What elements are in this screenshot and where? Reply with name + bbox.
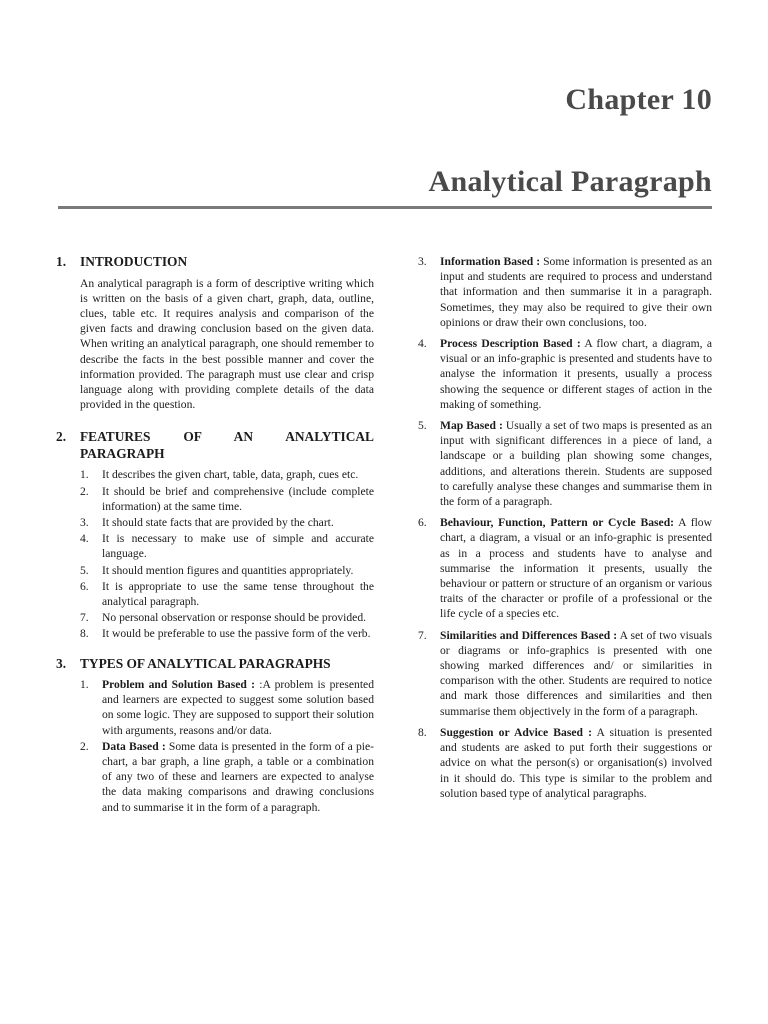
item-text <box>102 739 374 815</box>
item-number: 8. <box>80 627 89 641</box>
introduction-paragraph: An analytical paragraph is a form of descriptive writing which is written on the basis of a given chart, graph, data, outline, clues, table etc. It requires analysis and comparison of the given facts and drawing conclusion based on the given data. When writing an analytical paragraph, one should remember to describe the facts in the best possible manner and cover the information provided. The paragraph must use clear and crisp language along with providing complete details of the data provided in the question. <box>80 276 374 412</box>
item-body: Some data is presented in the form of a pie-chart, a bar graph, a line graph, a table or a combination of any two of these and learners are expected to analyse the data making comparisons and drawing conclusions and to summarise it in the form of a paragraph. <box>102 739 374 814</box>
section-title-line: PARAGRAPH <box>80 445 165 461</box>
list-item <box>418 628 712 719</box>
list-item <box>80 515 374 530</box>
left-column <box>56 254 374 816</box>
item-text: It would be preferable to use the passive form of the verb. <box>102 627 371 641</box>
item-text <box>440 725 712 801</box>
list-item <box>418 254 712 330</box>
list-item <box>80 626 374 641</box>
list-item <box>80 484 374 514</box>
types-list-continued <box>418 254 712 801</box>
item-number: 6. <box>80 579 89 593</box>
section-heading-types <box>56 656 374 673</box>
item-number: 1. <box>80 678 89 692</box>
item-text: It is appropriate to use the same tense throughout the analytical paragraph. <box>102 579 374 608</box>
item-title: Problem and Solution Based : <box>102 678 255 692</box>
item-title: Map Based : <box>440 419 503 433</box>
item-title: Process Description Based : <box>440 337 581 351</box>
item-number: 2. <box>80 739 89 753</box>
item-body: A flow chart, a diagram, a visual or an info-graphic is presented as in a process and students have to analyse and summarise the information it presents, usually the behaviour or pattern or structure of an organism or various traits of the character or profile of a professional or the life cycle of a species etc. <box>440 516 712 621</box>
item-text <box>440 336 712 412</box>
section-number: 1. <box>56 254 67 269</box>
features-list <box>80 467 374 641</box>
item-text: It should state facts that are provided by the chart. <box>102 515 334 529</box>
item-text <box>440 254 712 330</box>
item-number: 7. <box>80 611 89 625</box>
list-item <box>418 418 712 509</box>
item-title: Information Based : <box>440 255 541 268</box>
list-item <box>80 579 374 609</box>
section-title: TYPES OF ANALYTICAL PARAGRAPHS <box>80 655 331 671</box>
item-title: Similarities and Differences Based : <box>440 628 618 642</box>
item-text: It should mention figures and quantities appropriately. <box>102 563 354 577</box>
item-body: :A problem is presented and learners are expected to suggest some solution based on some logic. They are supposed to support their solution with arguments, reasons and/or data. <box>102 678 374 737</box>
item-text: No personal observation or response should be provided. <box>102 611 367 625</box>
item-body: A situation is presented and students are asked to put forth their suggestions or advice on what the person(s) or organisation(s) involved in it should do. This type is similar to the problem and solution based type of analytical paragraphs. <box>440 725 712 800</box>
list-item <box>80 677 374 738</box>
item-title: Suggestion or Advice Based : <box>440 725 592 739</box>
section-number: 3. <box>56 655 67 671</box>
section-title-line: FEATURES OF AN ANALYTICAL <box>80 429 374 445</box>
list-item <box>418 515 712 621</box>
item-title: Behaviour, Function, Pattern or Cycle Based: <box>440 516 675 530</box>
list-item <box>80 610 374 625</box>
list-item <box>80 739 374 815</box>
item-number: 5. <box>418 419 427 433</box>
item-number: 7. <box>418 628 427 642</box>
list-item <box>80 467 374 482</box>
list-item <box>418 725 712 801</box>
item-number: 2. <box>80 484 89 498</box>
item-number: 3. <box>418 255 427 268</box>
item-number: 1. <box>80 468 89 482</box>
item-number: 6. <box>418 516 427 530</box>
right-column <box>418 254 712 807</box>
item-text <box>440 628 712 719</box>
section-title <box>80 429 374 462</box>
item-text <box>102 677 374 738</box>
item-body: A set of two visuals or diagrams or info-graphics is presented with one showing marked differences and/ or similarities in comparison with the other. Students are required to notice and mark those differences and similarities and then summarise them objectively in the form of a paragraph. <box>440 628 713 718</box>
list-item <box>80 531 374 561</box>
item-number: 3. <box>80 515 89 529</box>
section-number: 2. <box>56 429 67 445</box>
item-text <box>440 418 712 509</box>
item-number: 4. <box>80 532 89 546</box>
item-body: Some information is presented as an input and students are required to process and understand that information and then summarise it in a paragraph. Sometimes, they may also be required to give their own opinions or draw their own conclusions, too. <box>440 255 712 329</box>
item-number: 5. <box>80 563 89 577</box>
item-text <box>440 515 712 621</box>
item-body: Usually a set of two maps is presented as an input with significant differences in a piece of land, a landscape or a building plan showing some changes, additions, and alterations therein. Students are supposed to carefully analyse these changes and summarise them in the form of a paragraph. <box>440 419 712 509</box>
list-item <box>80 563 374 578</box>
section-heading-features <box>56 429 374 462</box>
item-text: It describes the given chart, table, data, graph, cues etc. <box>102 468 359 482</box>
item-text: It should be brief and comprehensive (include complete information) at the same time. <box>102 484 374 513</box>
item-number: 4. <box>418 337 427 351</box>
list-item <box>418 336 712 412</box>
item-title: Data Based : <box>102 739 166 753</box>
types-list <box>80 677 374 815</box>
item-body: A flow chart, a diagram, a visual or an info-graphic is presented and students have to analyse the information it presents, usually a process showing the sequence or different stages of action in the making of something. <box>440 337 712 411</box>
section-title: INTRODUCTION <box>80 254 188 269</box>
section-heading-introduction <box>56 254 374 271</box>
title-rule <box>58 206 712 209</box>
chapter-number: Chapter 10 <box>565 83 712 116</box>
item-text: It is necessary to make use of simple and accurate language. <box>102 532 374 561</box>
chapter-title: Analytical Paragraph <box>428 165 712 198</box>
item-number: 8. <box>418 725 427 739</box>
